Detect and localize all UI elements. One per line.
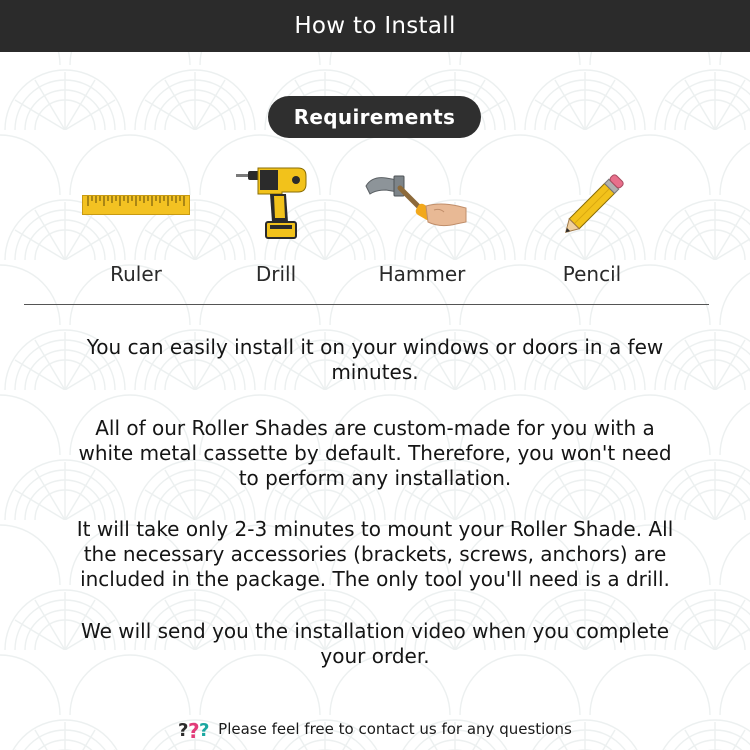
custom-made-paragraph: All of our Roller Shades are custom-made for you with a white metal cassette by default. Therefore, you won't need to perform any installation.	[78, 416, 672, 490]
hammer-icon	[364, 172, 468, 234]
requirements-badge	[268, 96, 481, 138]
tool-label-hammer: Hammer	[378, 262, 466, 286]
intro-paragraph: You can easily install it on your windows or doors in a few minutes.	[86, 335, 664, 384]
tool-label-pencil: Pencil	[562, 262, 622, 286]
ruler-icon	[82, 195, 190, 215]
question-marks-icon	[178, 717, 212, 741]
drill-icon	[236, 166, 308, 240]
svg-text:?: ?	[188, 719, 200, 741]
svg-text:?: ?	[178, 720, 189, 741]
requirements-label: Requirements	[293, 105, 456, 129]
svg-text:?: ?	[199, 720, 210, 741]
tool-label-ruler: Ruler	[110, 262, 162, 286]
contact-footer	[0, 716, 750, 742]
video-paragraph: We will send you the installation video when you complete your order.	[80, 619, 670, 668]
page-title: How to Install	[294, 13, 456, 39]
mounting-paragraph: It will take only 2-3 minutes to mount your Roller Shade. All the necessary accessories (brackets, screws, anchors) are included in the package. The only tool you'll need is a drill.	[76, 517, 674, 591]
tool-label-drill: Drill	[255, 262, 297, 286]
pencil-icon	[556, 166, 632, 242]
header-bar	[0, 0, 750, 52]
footer-text: Please feel free to contact us for any questions	[218, 720, 572, 738]
section-divider	[24, 304, 709, 305]
